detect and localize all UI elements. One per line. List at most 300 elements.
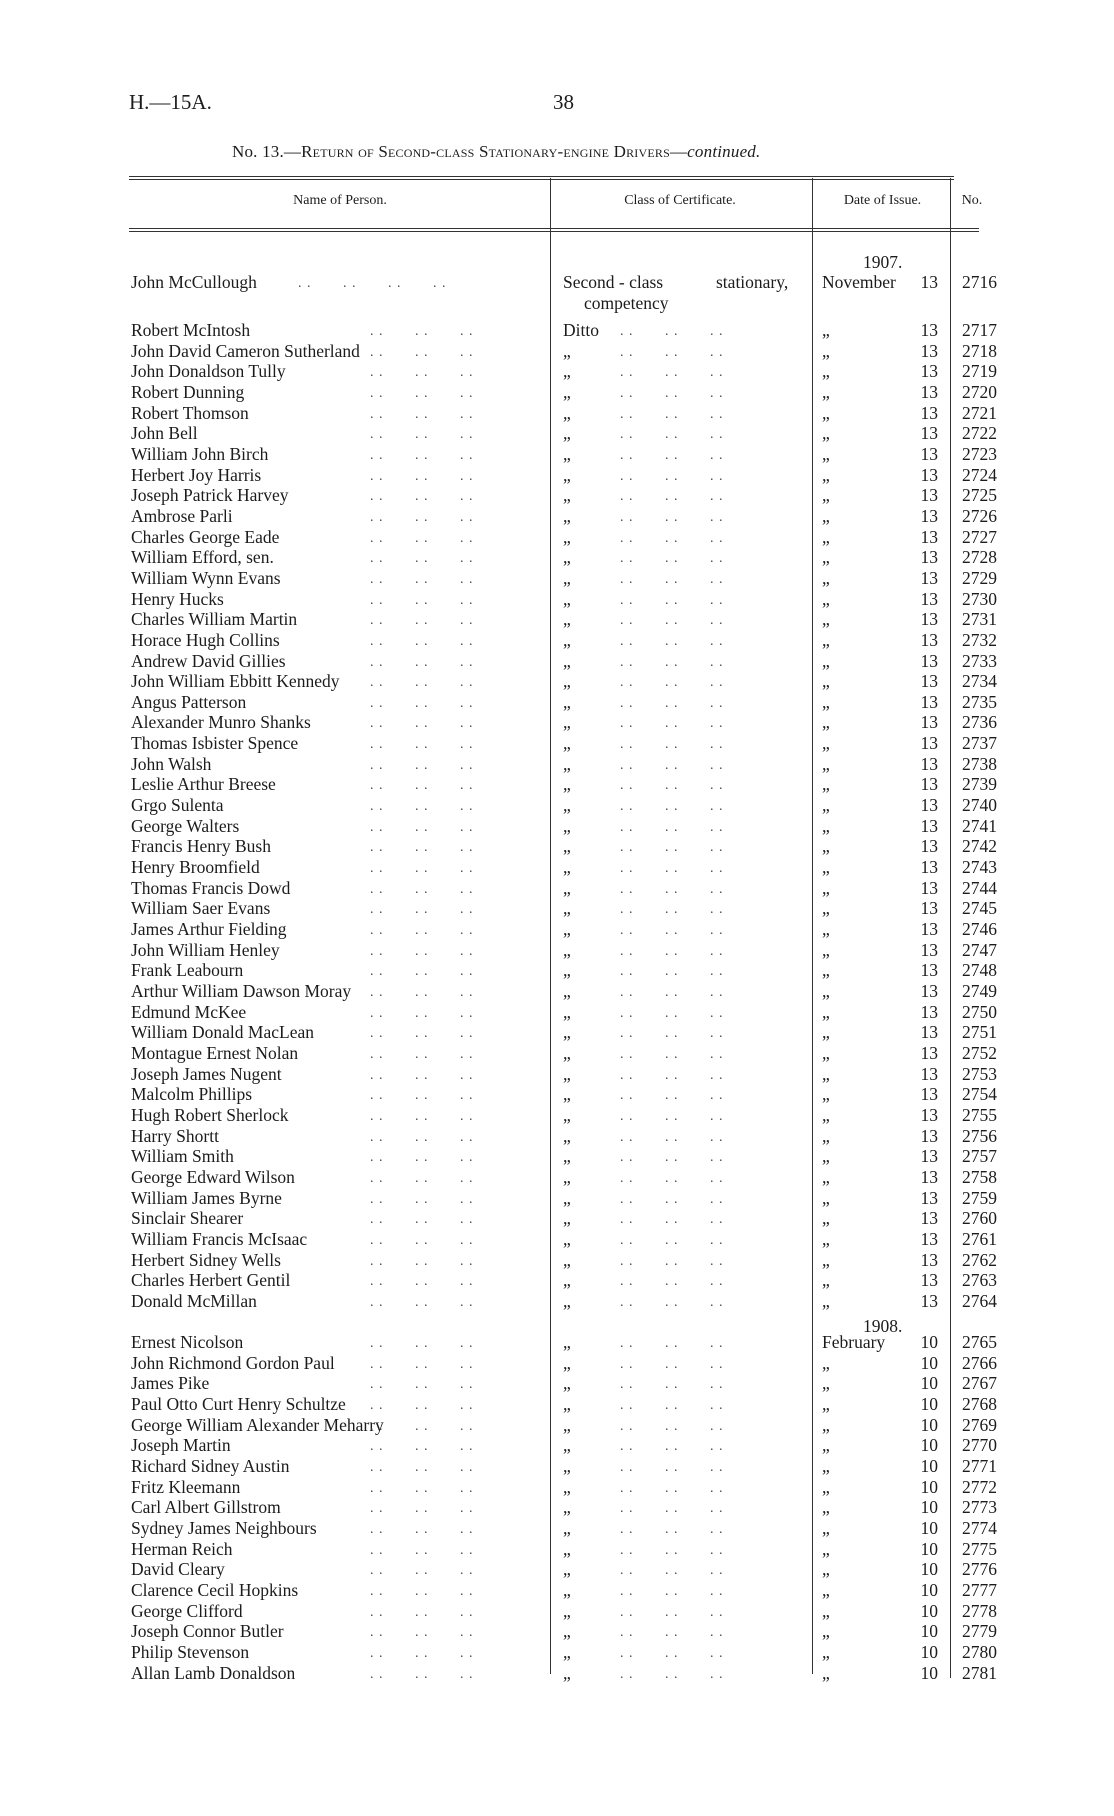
leader-dots: . . . . . .	[620, 1170, 724, 1186]
leader-dots: . . . . . .	[620, 1666, 724, 1682]
person-name: Fritz Kleemann	[131, 1476, 241, 1497]
certificate-number: 2728	[962, 547, 997, 568]
leader-dots: . . . . . .	[370, 1067, 474, 1083]
person-name: George Clifford	[131, 1600, 243, 1621]
certificate-number: 2751	[962, 1022, 997, 1043]
issue-month: „	[822, 609, 830, 630]
leader-dots: . . . . . .	[370, 1212, 474, 1228]
certificate-class: „	[563, 919, 571, 940]
person-name: Charles George Eade	[131, 526, 280, 547]
certificate-number: 2762	[962, 1249, 997, 1270]
certificate-number: 2747	[962, 939, 997, 960]
table-row	[0, 1580, 1114, 1601]
person-name: Montague Ernest Nolan	[131, 1042, 299, 1063]
certificate-class: „	[563, 1600, 571, 1621]
person-name: Henry Hucks	[131, 588, 224, 609]
leader-dots: . . . . . .	[620, 551, 724, 567]
table-row	[0, 754, 1114, 775]
certificate-number: 2768	[962, 1394, 997, 1415]
leader-dots: . . . . . .	[620, 1418, 724, 1434]
leader-dots: . . . . . .	[370, 530, 474, 546]
table-row	[0, 1167, 1114, 1188]
issue-month: „	[822, 650, 830, 671]
leader-dots: . . . . . .	[370, 1046, 474, 1062]
table-row	[0, 1084, 1114, 1105]
person-name: James Arthur Fielding	[131, 919, 287, 940]
table-row	[0, 1126, 1114, 1147]
certificate-class: „	[563, 1414, 571, 1435]
issue-month: „	[822, 836, 830, 857]
certificate-class: „	[563, 423, 571, 444]
table-row	[0, 1497, 1114, 1518]
certificate-number: 2739	[962, 774, 997, 795]
table-row	[0, 1002, 1114, 1023]
certificate-class: „	[563, 609, 571, 630]
table-row	[0, 1208, 1114, 1229]
certificate-class: „	[563, 671, 571, 692]
person-name: Thomas Francis Dowd	[131, 877, 291, 898]
certificate-number: 2725	[962, 485, 997, 506]
person-name: Charles William Martin	[131, 609, 298, 630]
person-name: Herbert Sidney Wells	[131, 1249, 281, 1270]
year-gap	[0, 1312, 1114, 1333]
table-row	[0, 1146, 1114, 1167]
leader-dots: . . . . . .	[370, 1522, 474, 1538]
leader-dots: . . . . . .	[370, 840, 474, 856]
leader-dots: . . . . . .	[620, 1356, 724, 1372]
issue-day: 10	[920, 1518, 938, 1539]
leader-dots: . . . . . .	[620, 344, 724, 360]
issue-month: „	[822, 1352, 830, 1373]
issue-day: 13	[920, 836, 938, 857]
issue-month: „	[822, 1187, 830, 1208]
issue-month: „	[822, 1476, 830, 1497]
leader-dots: . . . . . .	[620, 1646, 724, 1661]
issue-day: 10	[920, 1332, 938, 1353]
issue-month: „	[822, 1290, 830, 1311]
person-name: John Richmond Gordon Paul	[131, 1352, 335, 1373]
person-name: Joseph Patrick Harvey	[131, 485, 289, 506]
leader-dots: . . . . . .	[620, 1604, 724, 1620]
leader-dots: . . . . . .	[370, 1460, 474, 1476]
table-row	[0, 1373, 1114, 1394]
issue-day: 13	[920, 505, 938, 526]
table-row	[0, 960, 1114, 981]
leader-dots: . . . . . .	[370, 1377, 474, 1393]
table-row	[0, 1188, 1114, 1209]
leader-dots: . . . . . .	[620, 324, 724, 339]
person-name: John David Cameron Sutherland	[131, 340, 360, 361]
first-entry-number: 2716	[962, 272, 997, 292]
table-row	[0, 898, 1114, 919]
first-entry-day: 13	[920, 272, 938, 292]
leader-dots: . . . . . .	[620, 571, 724, 587]
certificate-class: „	[563, 1042, 571, 1063]
table-row	[0, 1022, 1114, 1043]
person-name: David Cleary	[131, 1559, 225, 1580]
leader-dots: . . . . . .	[370, 1232, 474, 1248]
issue-month: „	[822, 1249, 830, 1270]
leader-dots: . . . . . .	[620, 509, 724, 525]
leader-dots: . . . . . .	[620, 1480, 724, 1496]
issue-day: 13	[920, 857, 938, 878]
leader-dots: . . . . . .	[620, 737, 724, 753]
certificate-number: 2720	[962, 381, 997, 402]
table-title	[232, 142, 760, 162]
leader-dots: . . . . . .	[620, 654, 724, 670]
table-row	[0, 651, 1114, 672]
table-row	[0, 589, 1114, 610]
issue-day: 10	[920, 1352, 938, 1373]
certificate-number: 2780	[962, 1642, 997, 1662]
issue-day: 13	[920, 919, 938, 940]
issue-month: „	[822, 877, 830, 898]
issue-day: 13	[920, 1084, 938, 1105]
person-name: George Edward Wilson	[131, 1166, 295, 1187]
issue-day: 10	[920, 1476, 938, 1497]
issue-day: 13	[920, 629, 938, 650]
certificate-number: 2772	[962, 1476, 997, 1497]
issue-day: 13	[920, 547, 938, 568]
issue-month: „	[822, 1435, 830, 1456]
person-name: Ernest Nicolson	[131, 1332, 244, 1353]
person-name: Philip Stevenson	[131, 1642, 250, 1662]
issue-day: 13	[920, 815, 938, 836]
leader-dots: . . . . . .	[370, 943, 474, 959]
issue-day: 13	[920, 774, 938, 795]
leader-dots: . . . . . .	[370, 1625, 474, 1641]
leader-dots: . . . . . .	[370, 1480, 474, 1496]
person-name: William Donald MacLean	[131, 1022, 314, 1043]
issue-day: 13	[920, 939, 938, 960]
year-label-1908: 1908.	[863, 1316, 903, 1336]
table-row	[0, 857, 1114, 878]
certificate-number: 2749	[962, 981, 997, 1001]
table-row	[0, 403, 1114, 424]
certificate-class: „	[563, 402, 571, 423]
issue-day: 10	[920, 1373, 938, 1394]
issue-day: 13	[920, 443, 938, 464]
table-row	[0, 816, 1114, 837]
certificate-number: 2730	[962, 588, 997, 609]
issue-day: 13	[920, 1208, 938, 1229]
certificate-class: „	[563, 1208, 571, 1229]
issue-month: „	[822, 1166, 830, 1187]
certificate-number: 2736	[962, 712, 997, 733]
title-continued: continued.	[687, 142, 761, 161]
leader-dots: . . . . . .	[620, 1625, 724, 1641]
certificate-class: „	[563, 567, 571, 588]
issue-day: 13	[920, 1146, 938, 1167]
person-name: Harry Shortt	[131, 1125, 219, 1146]
certificate-class: „	[563, 960, 571, 981]
leader-dots: . . . . . .	[620, 1377, 724, 1393]
issue-day: 13	[920, 650, 938, 671]
certificate-class: „	[563, 1166, 571, 1187]
certificate-class: „	[563, 981, 571, 1001]
certificate-class: Ditto	[563, 320, 599, 340]
table-row	[0, 671, 1114, 692]
certificate-number: 2752	[962, 1042, 997, 1063]
leader-dots: . . . . . .	[620, 447, 724, 463]
column-header-date: Date of Issue.	[843, 193, 922, 208]
person-name: John Bell	[131, 423, 198, 444]
person-name: John William Henley	[131, 939, 280, 960]
first-entry-class-a: Second - class	[563, 272, 664, 292]
certificate-number: 2760	[962, 1208, 997, 1229]
certificate-number: 2779	[962, 1621, 997, 1642]
issue-day: 10	[920, 1662, 938, 1683]
table-row	[0, 423, 1114, 444]
certificate-class: „	[563, 588, 571, 609]
table-top-rule	[129, 176, 954, 177]
certificate-number: 2741	[962, 815, 997, 836]
certificate-class: „	[563, 1270, 571, 1291]
table-row	[0, 1415, 1114, 1436]
person-name: Herbert Joy Harris	[131, 464, 262, 485]
person-name: Horace Hugh Collins	[131, 629, 280, 650]
table-row	[0, 1291, 1114, 1312]
issue-month: „	[822, 671, 830, 692]
title-number: No. 13.—	[232, 142, 302, 161]
certificate-number: 2737	[962, 733, 997, 754]
leader-dots: . . . . . .	[620, 943, 724, 959]
issue-day: 13	[920, 1166, 938, 1187]
issue-month: „	[822, 1022, 830, 1043]
leader-dots: . . . . . .	[620, 881, 724, 897]
certificate-number: 2742	[962, 836, 997, 857]
leader-dots: . . . . . .	[620, 1108, 724, 1124]
table-row	[0, 712, 1114, 733]
leader-dots: . . . . . .	[620, 1067, 724, 1083]
table-row	[0, 1043, 1114, 1064]
certificate-class: „	[563, 1084, 571, 1105]
issue-day: 10	[920, 1435, 938, 1456]
certificate-class: „	[563, 1063, 571, 1084]
certificate-number: 2755	[962, 1104, 997, 1125]
person-name: Andrew David Gillies	[131, 650, 286, 671]
leader-dots: . . . . . .	[370, 1501, 474, 1517]
issue-month: „	[822, 1001, 830, 1022]
leader-dots: . . . . . .	[370, 551, 474, 567]
table-row	[0, 1621, 1114, 1642]
certificate-number: 2721	[962, 402, 997, 423]
issue-month: „	[822, 712, 830, 733]
certificate-number: 2723	[962, 443, 997, 464]
leader-dots: . . . . . .	[370, 385, 474, 401]
certificate-class: „	[563, 1290, 571, 1311]
issue-day: 13	[920, 712, 938, 733]
leader-dots: . . . . . .	[620, 902, 724, 918]
leader-dots: . . . . . .	[370, 468, 474, 484]
issue-day: 13	[920, 1187, 938, 1208]
leader-dots: . . . . . .	[370, 881, 474, 897]
certificate-class: „	[563, 836, 571, 857]
issue-month: „	[822, 1600, 830, 1621]
table-row	[0, 630, 1114, 651]
certificate-number: 2778	[962, 1600, 997, 1621]
leader-dots: . . . . . .	[620, 1336, 724, 1352]
issue-month: „	[822, 919, 830, 940]
leader-dots: . . . . . .	[370, 447, 474, 463]
issue-day: 10	[920, 1456, 938, 1477]
issue-day: 13	[920, 691, 938, 712]
issue-month: February	[822, 1332, 886, 1353]
leader-dots: . . . . . .	[370, 344, 474, 360]
issue-day: 13	[920, 1270, 938, 1291]
first-entry-month: November	[822, 272, 896, 292]
table-row	[0, 527, 1114, 548]
leader-dots: . . . . . .	[370, 1563, 474, 1579]
person-name: George William Alexander Meharry	[131, 1414, 384, 1435]
leader-dots: . . . . . .	[370, 737, 474, 753]
table-row	[0, 382, 1114, 403]
certificate-class: „	[563, 1518, 571, 1539]
issue-day: 13	[920, 526, 938, 547]
issue-month: „	[822, 1373, 830, 1394]
person-name: John Donaldson Tully	[131, 361, 286, 382]
leader-dots: . . . . . .	[370, 489, 474, 505]
leader-dots: . . . . . .	[620, 1191, 724, 1207]
certificate-class: „	[563, 815, 571, 836]
certificate-class: „	[563, 1394, 571, 1415]
leader-dots: . . . . . .	[620, 861, 724, 877]
issue-month: „	[822, 733, 830, 754]
issue-month: „	[822, 340, 830, 361]
column-header-name: Name of Person.	[293, 193, 387, 208]
issue-day: 10	[920, 1559, 938, 1580]
leader-dots: . . . . . .	[620, 489, 724, 505]
issue-day: 13	[920, 1249, 938, 1270]
leader-dots: . . . . . .	[620, 799, 724, 815]
issue-day: 10	[920, 1497, 938, 1518]
certificate-class: „	[563, 774, 571, 795]
certificate-class: „	[563, 464, 571, 485]
certificate-number: 2744	[962, 877, 997, 898]
leader-dots: . . . . . .	[620, 778, 724, 794]
certificate-number: 2733	[962, 650, 997, 671]
certificate-number: 2758	[962, 1166, 997, 1187]
issue-day: 10	[920, 1642, 938, 1662]
person-name: Allan Lamb Donaldson	[131, 1662, 296, 1683]
table-row	[0, 1353, 1114, 1374]
column-header-class: Class of Certificate.	[624, 193, 736, 208]
table-row	[0, 692, 1114, 713]
issue-day: 13	[920, 1228, 938, 1249]
issue-day: 13	[920, 671, 938, 692]
table-row	[0, 774, 1114, 795]
leader-dots: . . . . . .	[370, 964, 474, 980]
leader-dots: . . . . . .	[620, 427, 724, 443]
issue-month: „	[822, 1538, 830, 1559]
issue-month: „	[822, 774, 830, 795]
person-name: Robert McIntosh	[131, 320, 251, 340]
leader-dots: . . . . . .	[370, 1584, 474, 1600]
table-row	[0, 1394, 1114, 1415]
certificate-class: „	[563, 733, 571, 754]
leader-dots: . . . . . .	[620, 819, 724, 835]
leader-dots: . . . . . .	[370, 1542, 474, 1558]
leader-dots: . . . . . .	[370, 324, 474, 339]
issue-day: 13	[920, 1042, 938, 1063]
certificate-class: „	[563, 1621, 571, 1642]
leader-dots: . . . . . .	[620, 985, 724, 1000]
issue-day: 13	[920, 381, 938, 402]
person-name: Joseph Martin	[131, 1435, 231, 1456]
leader-dots: . . . . . .	[620, 840, 724, 856]
leader-dots: . . . . . .	[370, 1108, 474, 1124]
issue-day: 13	[920, 423, 938, 444]
leader-dots: . . . . . .	[370, 654, 474, 670]
page-number: 38	[553, 90, 574, 114]
issue-day: 13	[920, 340, 938, 361]
table-row	[0, 1663, 1114, 1684]
certificate-class: „	[563, 1559, 571, 1580]
issue-month: „	[822, 629, 830, 650]
issue-month: „	[822, 1146, 830, 1167]
leader-dots: . . . . . .	[620, 1253, 724, 1269]
table-row	[0, 878, 1114, 899]
leader-dots: . . . . . .	[620, 1129, 724, 1145]
issue-month: „	[822, 1642, 830, 1662]
certificate-number: 2740	[962, 795, 997, 816]
person-name: Joseph James Nugent	[131, 1063, 282, 1084]
certificate-number: 2770	[962, 1435, 997, 1456]
table-row	[0, 1332, 1114, 1353]
leader-dots: . . . . . .	[370, 406, 474, 422]
issue-month: „	[822, 753, 830, 774]
issue-month: „	[822, 1394, 830, 1415]
leader-dots: . . . . . .	[620, 468, 724, 484]
person-name: Leslie Arthur Breese	[131, 774, 276, 795]
issue-month: „	[822, 1104, 830, 1125]
certificate-number: 2729	[962, 567, 997, 588]
person-name: Grgo Sulenta	[131, 795, 224, 816]
person-name: William John Birch	[131, 443, 269, 464]
issue-month: „	[822, 464, 830, 485]
leader-dots: . . . . . .	[620, 1294, 724, 1310]
certificate-class: „	[563, 939, 571, 960]
certificate-number: 2735	[962, 691, 997, 712]
table-row	[0, 506, 1114, 527]
leader-dots: . . . . . .	[370, 1088, 474, 1104]
leader-dots: . . . . . .	[620, 1563, 724, 1579]
issue-month: „	[822, 960, 830, 981]
certificate-class: „	[563, 443, 571, 464]
person-name: William James Byrne	[131, 1187, 282, 1208]
certificate-class: „	[563, 795, 571, 816]
certificate-number: 2766	[962, 1352, 997, 1373]
leader-dots: . . . . . .	[620, 1150, 724, 1166]
issue-day: 13	[920, 981, 938, 1001]
column-header-no: No.	[961, 193, 983, 208]
certificate-number: 2761	[962, 1228, 997, 1249]
person-name: Paul Otto Curt Henry Schultze	[131, 1394, 346, 1415]
certificate-class: „	[563, 1228, 571, 1249]
person-name: John Walsh	[131, 753, 212, 774]
certificate-number: 2722	[962, 423, 997, 444]
certificate-class: „	[563, 857, 571, 878]
certificate-number: 2774	[962, 1518, 997, 1539]
issue-month: „	[822, 691, 830, 712]
leader-dots: . . . . . .	[620, 1026, 724, 1042]
table-row	[0, 485, 1114, 506]
table-row	[0, 341, 1114, 362]
person-name: William Wynn Evans	[131, 567, 281, 588]
table-row	[0, 1539, 1114, 1560]
certificate-class: „	[563, 1662, 571, 1683]
issue-month: „	[822, 588, 830, 609]
